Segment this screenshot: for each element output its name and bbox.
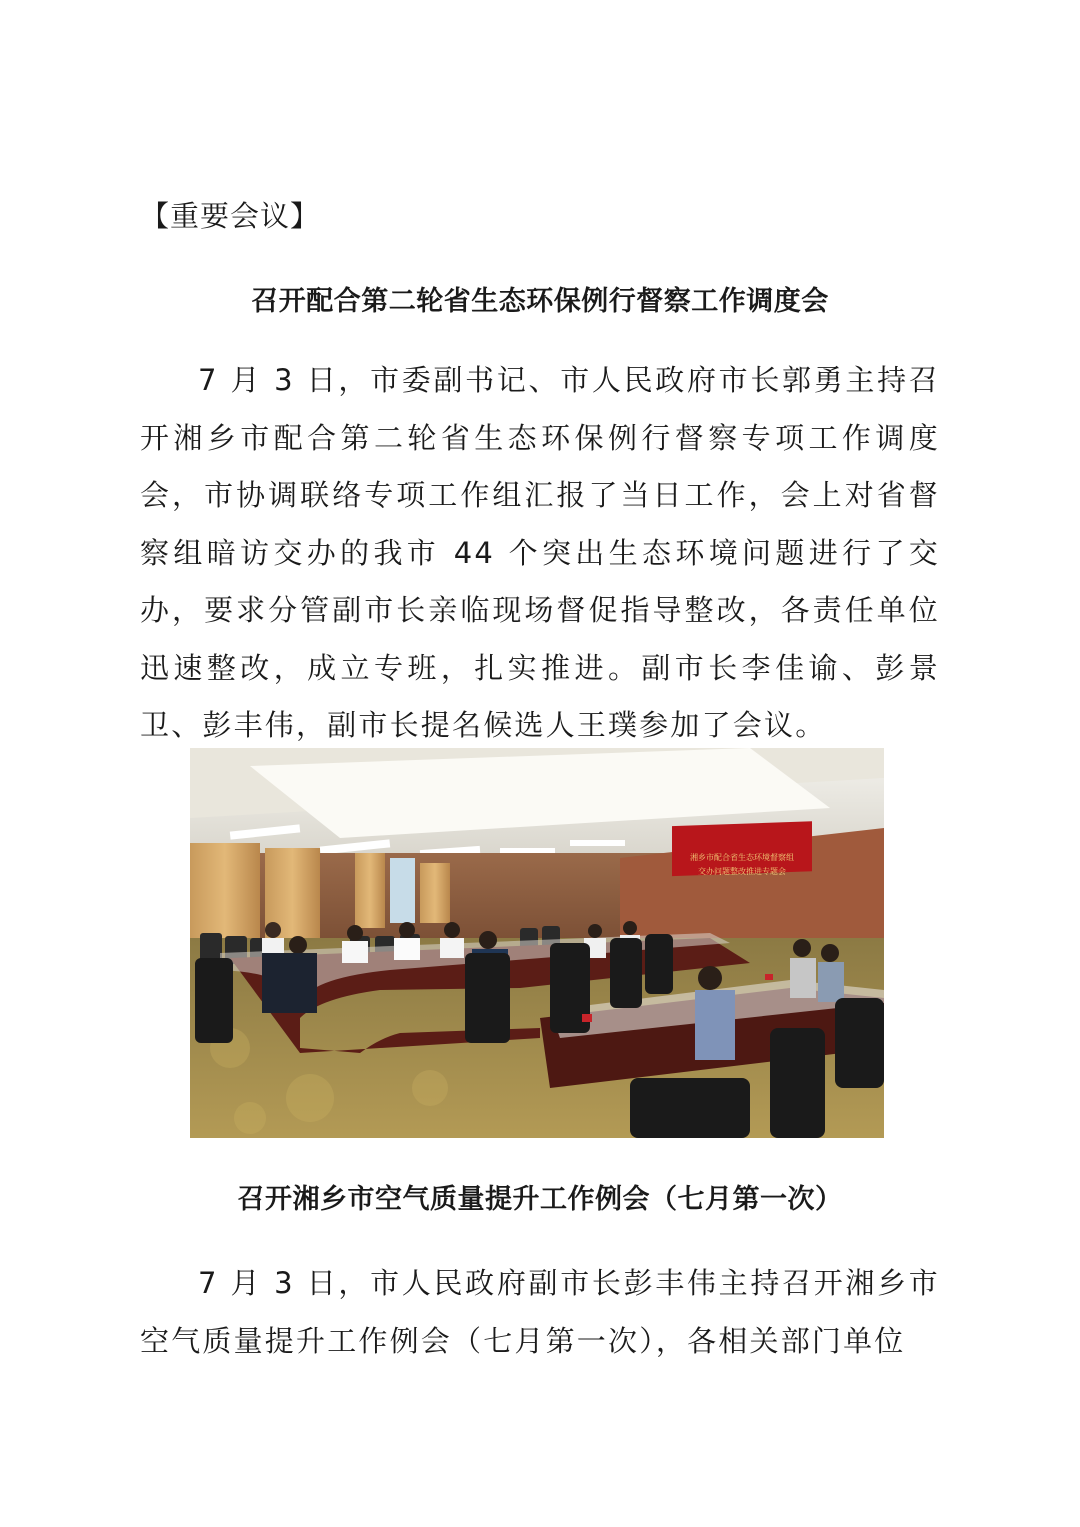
article-body-1: 7 月 3 日，市委副书记、市人民政府市长郭勇主持召开湘乡市配合第二轮省生态环保例行督察专项工作调度会，市协调联络专项工作组汇报了当日工作，会上对省督察组暗访交办的我市 44 个突出生态环境问题进行了交办，要求分管副市长亲临现场督促指导整改，各责任单位迅速整改，成立专班，扎实推进。副市长李佳谕、彭景卫、彭丰伟，副市长提名候选人王璞参加了会议。 [140,363,940,742]
article-title-1: 召开配合第二轮省生态环保例行督察工作调度会 [251,286,829,317]
banner-line-2: 交办问题整改推进专题会 [698,867,786,876]
article-title-2: 召开湘乡市空气质量提升工作例会（七月第一次） [237,1184,843,1215]
banner-line-1: 湘乡市配合省生态环境督察组 [690,853,794,862]
section-tag: 【重要会议】 [140,199,321,233]
banner-screen [672,821,812,876]
article-body-2: 7 月 3 日，市人民政府副市长彭丰伟主持召开湘乡市空气质量提升工作例会（七月第一次），各相关部门单位 [140,1266,940,1358]
meeting-photo [190,748,884,1138]
